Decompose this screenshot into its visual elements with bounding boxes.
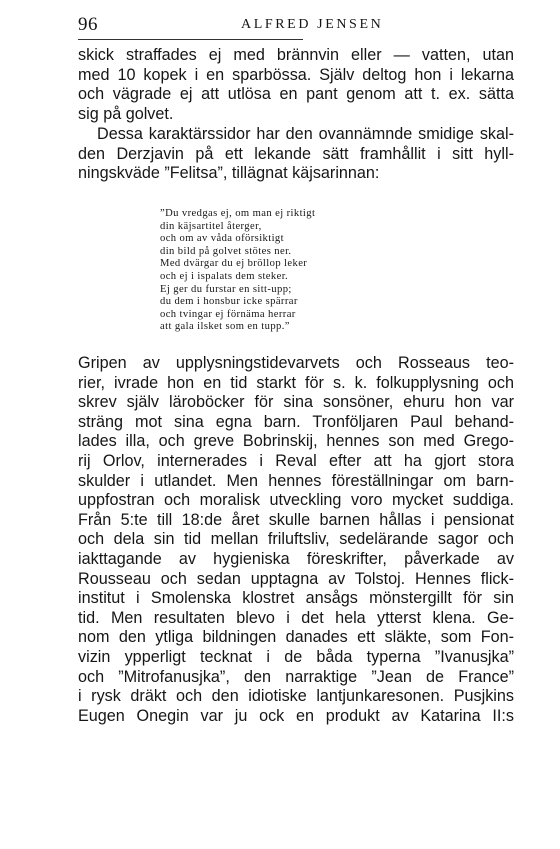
text-line: nom den ytliga bildningen danades ett släkte, som Fon- (78, 628, 514, 647)
text-line: och vägrade ej att utlösa en pant genom att t. ex. sätta (78, 85, 514, 104)
text-line: Eugen Onegin var ju ock en produkt av Katarina II:s (78, 706, 514, 725)
header-rule (78, 39, 303, 40)
text-line: sig på golvet. (78, 104, 174, 123)
text-line: Från 5:te till 18:de året skulle barnen hållas i pensionat (78, 510, 514, 529)
text-line: Gripen av upplysningstidevarvets och Rosseaus teo- (78, 354, 514, 372)
page-header (78, 8, 514, 42)
text-line: uppfostran och moralisk utveckling voro mycket suddiga. (78, 491, 514, 510)
poem-line: att gala ilsket som en tupp.” (160, 321, 290, 333)
poem-line: och om av våda oförsiktigt (160, 233, 284, 245)
page-number: 96 (78, 14, 98, 35)
text-line: skrev själv läroböcker för sina sonsöner, ehuru hon var (78, 393, 514, 412)
running-head: ALFRED JENSEN (241, 17, 384, 32)
text-line: med 10 kopek i en sparbössa. Själv deltog hon i lekarna (78, 65, 514, 84)
poem-line: du dem i honsbur icke spärrar (160, 296, 298, 308)
text-line: vizin ypperligt tecknat i de båda typerna ”Ivanusjka” (78, 647, 514, 666)
poem-line: och ej i ispalats dem steker. (160, 270, 289, 282)
poem-line: din käjsartitel återger, (160, 220, 262, 232)
text-line: den Derzjavin på ett lekande sätt framhållit i sitt hyll- (78, 144, 514, 163)
paragraph-2 (78, 125, 514, 184)
text-line: lades illa, och greve Bobrinskij, hennes son med Grego- (78, 432, 514, 451)
paragraph-3 (78, 354, 514, 726)
text-line: ningskväde ”Felitsa”, tillägnat käjsarinnan: (78, 164, 380, 183)
poem-line: Med dvärgar du ej bröllop leker (160, 258, 308, 270)
poem-line: och tvingar ej förnäma herrar (160, 308, 296, 320)
text-line: Dessa karaktärssidor har den ovannämnde smidige skal- (97, 125, 514, 143)
poem-line: ”Du vredgas ej, om man ej riktigt (160, 208, 316, 219)
text-line: i rysk dräkt och den idiotiske lantjunkaresonen. Pusjkins (78, 687, 514, 706)
poem-line: din bild på golvet stötes ner. (160, 245, 292, 257)
text-line: Rousseau och sedan upptagna av Tolstoj. Hennes flick- (78, 569, 514, 588)
poem-line: Ej ger du furstar en sitt-upp; (160, 283, 292, 295)
text-line: skulder i utlandet. Men hennes föreställningar om barn- (78, 471, 514, 490)
text-line: tid. Men resultaten blevo i det hela ytterst klena. Ge- (78, 608, 514, 627)
poem-quote (160, 208, 360, 334)
text-line: institut i Smolenska klostret ansågs mönstergillt för sin (78, 589, 514, 608)
text-line: rier, ivrade hon en tid starkt för s. k. folkupplysning och (78, 373, 514, 392)
text-line: sträng mot sina egna barn. Tronföljaren Paul behand- (78, 412, 514, 431)
text-line: iakttagande av hygieniska föreskrifter, påverkade av (78, 549, 514, 568)
text-line: skick straffades ej med brännvin eller — vatten, utan (78, 46, 514, 64)
paragraph-1 (78, 46, 514, 124)
text-line: och ”Mitrofanusjka”, den narraktige ”Jean de France” (78, 667, 514, 686)
text-line: rij Orlov, internerades i Reval efter att ha gjort stora (78, 451, 514, 470)
text-line: och dela sin tid mellan friluftsliv, sedelärande sagor och (78, 530, 514, 549)
